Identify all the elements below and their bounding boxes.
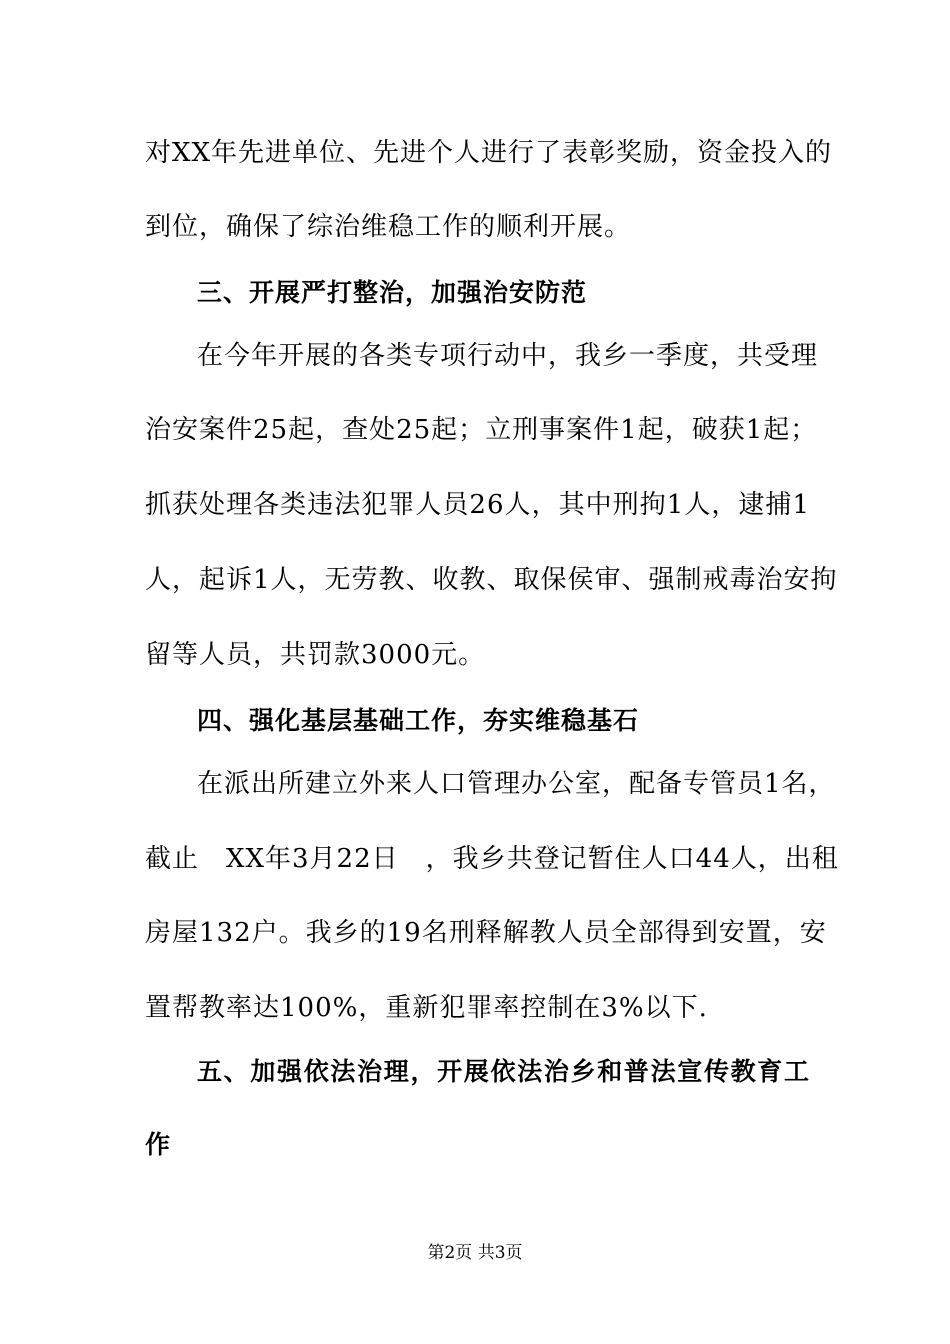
section-heading-4: 四、强化基层基础工作，夯实维稳基石 — [197, 706, 640, 735]
paragraph-line: 留等人员，共罚款3000元。 — [145, 640, 486, 670]
page-number-footer: 第2页 共3页 — [427, 1243, 523, 1263]
paragraph-line: 对XX年先进单位、先进个人进行了表彰奖励，资金投入的 — [145, 138, 833, 168]
paragraph-line: 治安案件25起，查处25起；立刑事案件1起，破获1起； — [145, 415, 818, 445]
paragraph-line: 在今年开展的各类专项行动中，我乡一季度，共受理 — [197, 341, 819, 371]
paragraph-line: 在派出所建立外来人口管理办公室，配备专管员1名， — [197, 769, 836, 799]
paragraph-line: 抓获处理各类违法犯罪人员26人，其中刑拘1人，逮捕1 — [145, 490, 810, 520]
section-heading-5: 五、加强依法治理，开展依法治乡和普法宣传教育工 — [197, 1057, 810, 1086]
paragraph-line: 房屋132户。我乡的19名刑释解教人员全部得到安置，安 — [145, 918, 827, 948]
paragraph-line: 置帮教率达100%，重新犯罪率控制在3%以下. — [145, 993, 708, 1023]
paragraph-line: 截止 XX年3月22日 ，我乡共登记暂住人口44人，出租 — [145, 844, 839, 874]
section-heading-5-continued: 作 — [145, 1130, 172, 1159]
paragraph-line: 到位，确保了综治维稳工作的顺利开展。 — [145, 212, 632, 242]
section-heading-3: 三、开展严打整治，加强治安防范 — [197, 278, 588, 307]
paragraph-line: 人，起诉1人，无劳教、收教、取保侯审、强制戒毒治安拘 — [145, 565, 838, 595]
